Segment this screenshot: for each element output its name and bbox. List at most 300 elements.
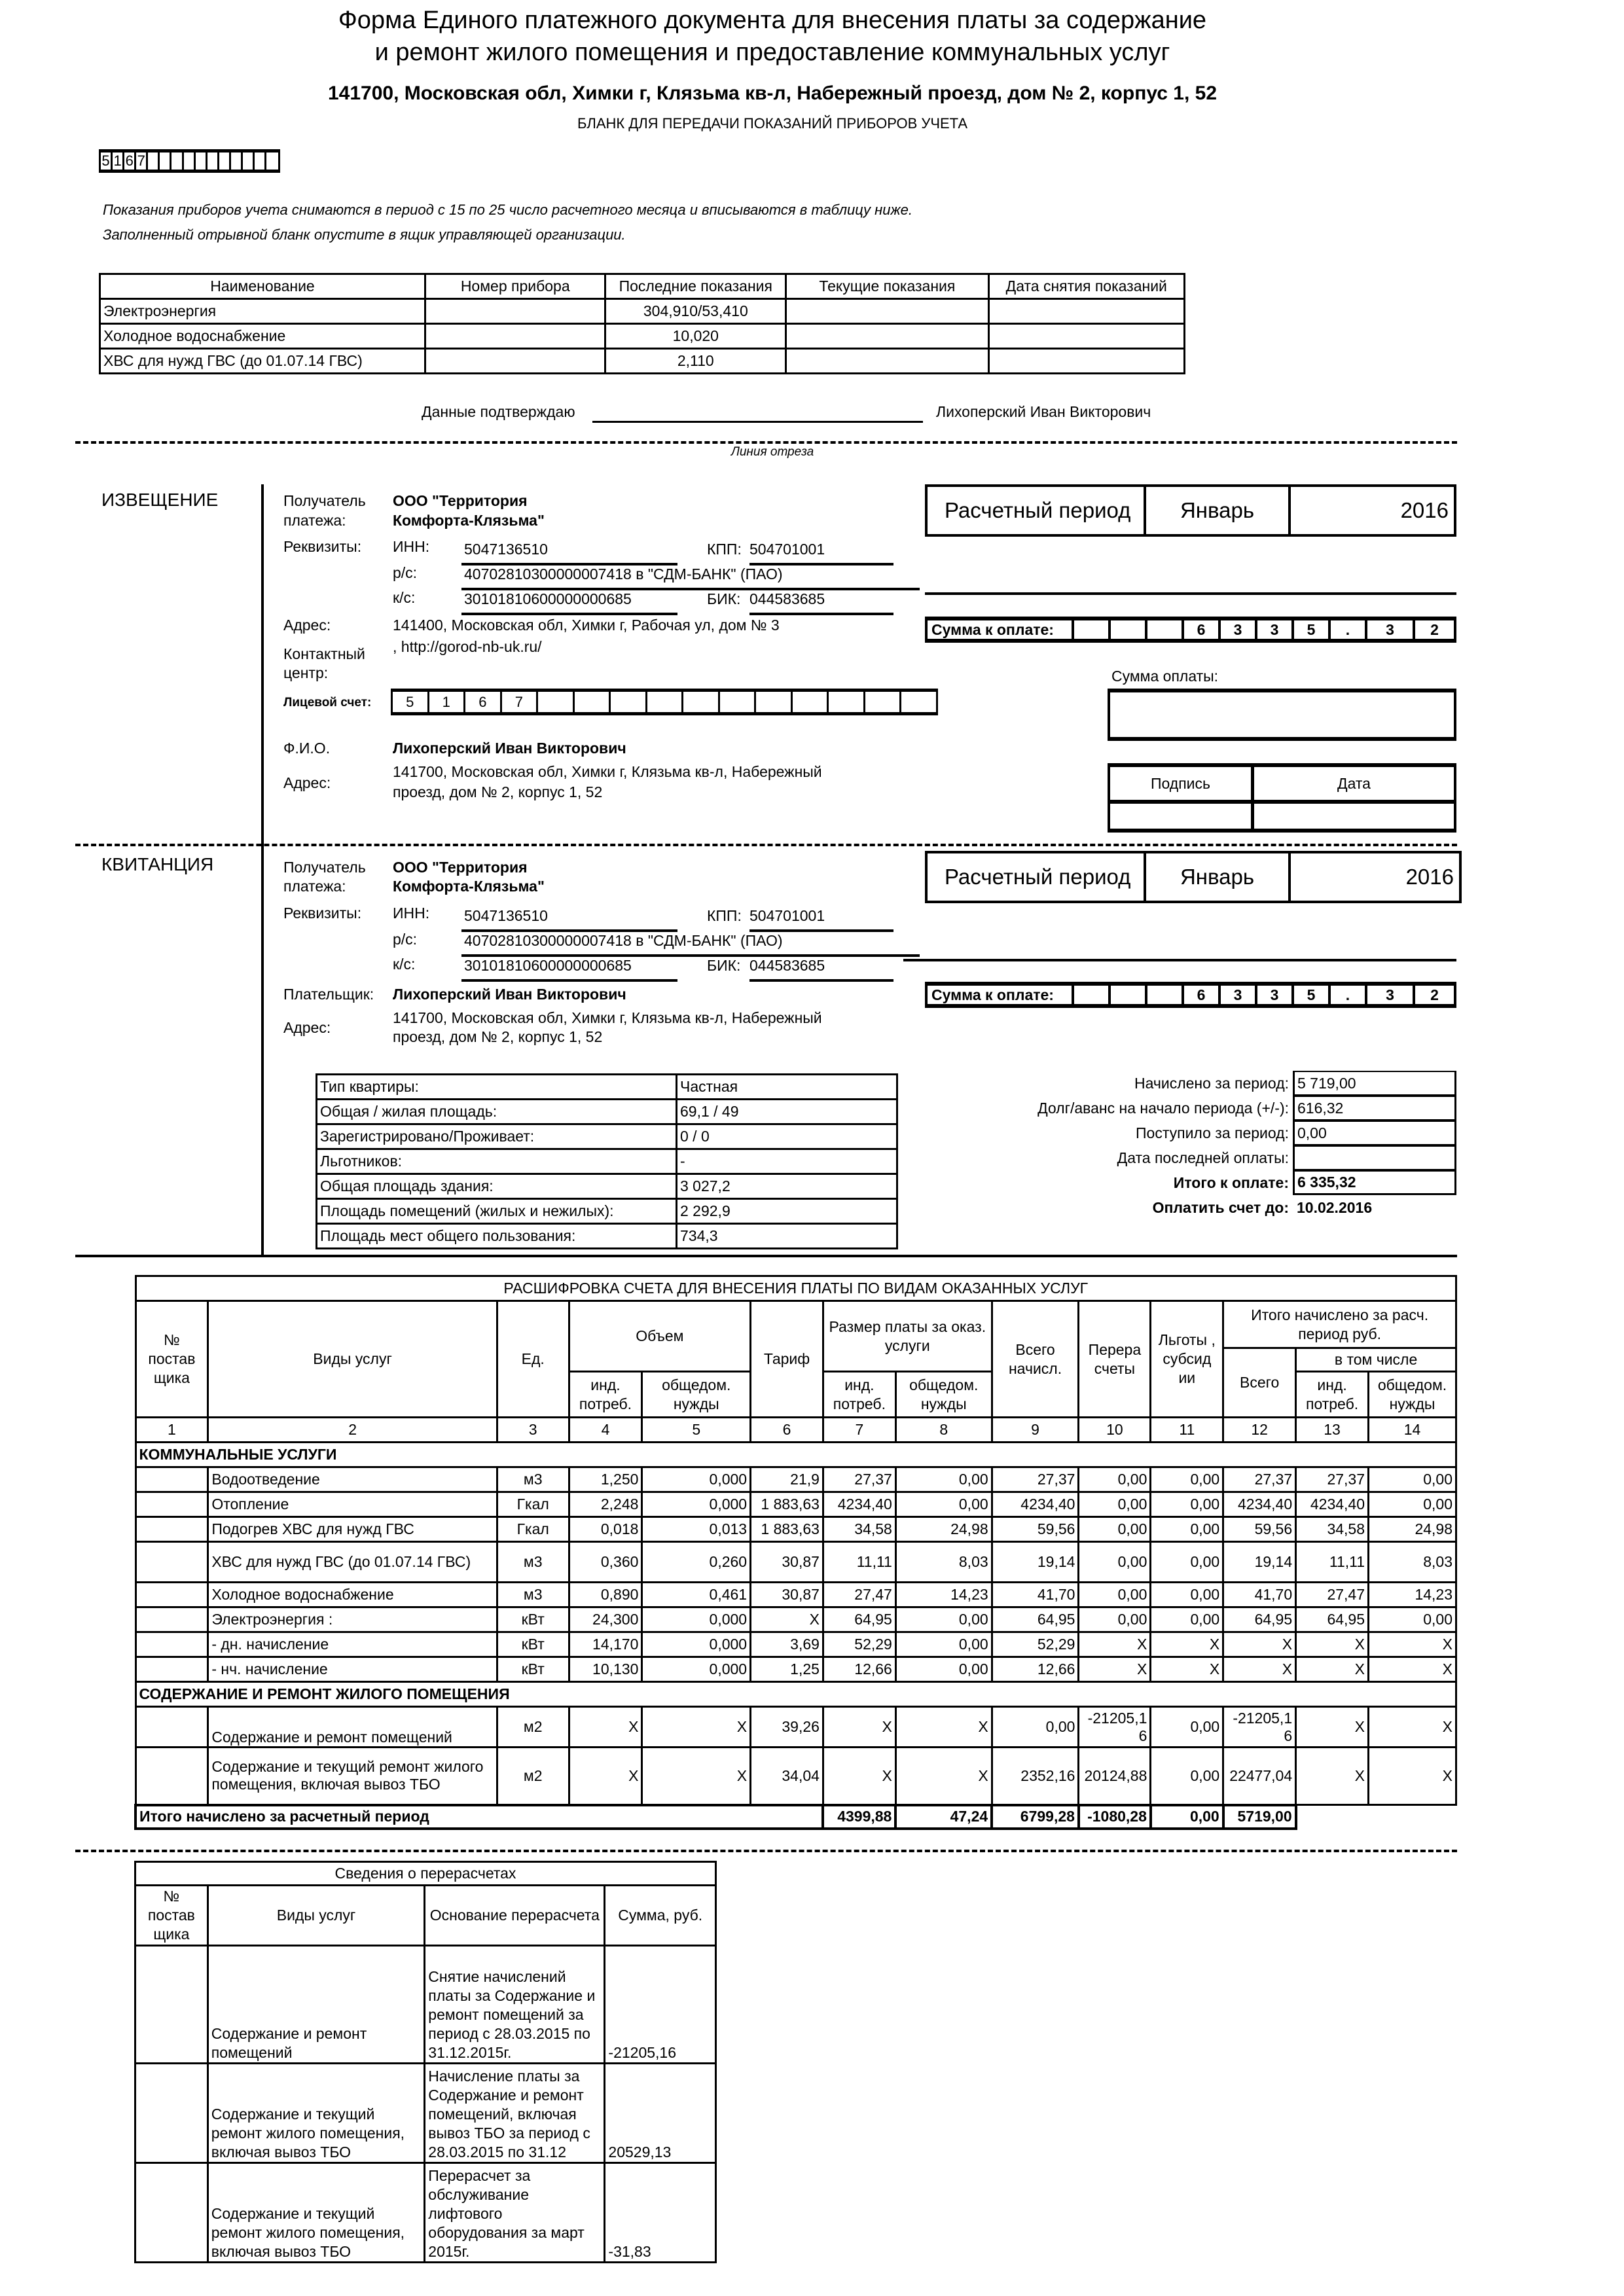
cell-supplier: [135, 1632, 208, 1657]
cell-amount: -21205,16: [605, 1946, 716, 2064]
period-label: Расчетный период: [928, 853, 1146, 901]
cell-pay-com: 0,00: [895, 1657, 992, 1682]
cell-vol-com: 0,000: [642, 1657, 751, 1682]
info-row: [317, 1174, 897, 1199]
account-digit: [219, 152, 231, 170]
cell-supplier: [135, 1707, 208, 1748]
cell-supplier: [135, 1517, 208, 1542]
account-digit: 1: [429, 692, 466, 712]
info-label: Общая / жилая площадь:: [317, 1100, 677, 1124]
table-row: [135, 1542, 1456, 1583]
meter-date-field[interactable]: [988, 299, 1184, 324]
cell-pay-ind: 4234,40: [823, 1492, 895, 1517]
account-digit: [160, 152, 171, 170]
table-row: [135, 1607, 1456, 1632]
cell-total: 64,95: [992, 1607, 1079, 1632]
cell-recalc: 0,00: [1079, 1607, 1151, 1632]
due-date-label: Оплатить счет до:: [1152, 1198, 1289, 1216]
col-number: 13: [1296, 1418, 1369, 1443]
account-digit: [171, 152, 183, 170]
receipt-amount-due-boxes: [925, 982, 1456, 1008]
info-value: 734,3: [677, 1224, 897, 1249]
bik-value: 044583685: [749, 957, 893, 982]
col-number: 1: [135, 1418, 208, 1443]
summary-label: Начислено за период:: [1134, 1074, 1289, 1092]
recipient-address: 141400, Московская обл, Химки г, Рабочая ул, дом № 3: [393, 617, 780, 634]
document-title-line-2: и ремонт жилого помещения и предоставление коммунальных услуг: [374, 39, 1170, 66]
cell-recalc: X: [1079, 1657, 1151, 1682]
due-date-value: 10.02.2016: [1297, 1198, 1373, 1216]
cell-sum: X: [1223, 1657, 1296, 1682]
recalc-row: [135, 2163, 716, 2263]
cell-sum: 19,14: [1223, 1542, 1296, 1583]
recalc-row: [135, 2064, 716, 2163]
amount-digit: 6: [1184, 986, 1221, 1004]
info-label: Льготников:: [317, 1149, 677, 1174]
summary-total-label: Итого к оплате:: [1173, 1174, 1289, 1191]
table-row: [135, 1492, 1456, 1517]
amount-digit: 3: [1367, 620, 1415, 639]
cell-recalc: 0,00: [1079, 1517, 1151, 1542]
confirm-label: Данные подтверждаю: [422, 403, 575, 420]
bik-label: БИК:: [707, 590, 741, 607]
cell-recalc: 20124,88: [1079, 1748, 1151, 1805]
cell-tariff: 1 883,63: [751, 1492, 823, 1517]
meter-number-field[interactable]: [425, 299, 605, 324]
cell-sum-ind: X: [1296, 1657, 1369, 1682]
cell-pay-ind: 64,95: [823, 1607, 895, 1632]
table-row: [135, 1657, 1456, 1682]
cell-unit: м2: [497, 1707, 569, 1748]
meter-current-reading-field[interactable]: [786, 349, 988, 374]
col-header-supplier: № постав щика: [135, 1886, 208, 1946]
cell-unit: кВт: [497, 1657, 569, 1682]
meter-last-reading: 2,110: [605, 349, 786, 374]
paid-amount-field[interactable]: [1108, 689, 1456, 741]
amount-digit: 3: [1257, 620, 1294, 639]
kpp-label: КПП:: [707, 907, 742, 924]
cell-reason: Начисление платы за Содержание и ремонт помещений, включая вывоз ТБО за период с 28.03.2015 по 31.12: [425, 2064, 605, 2163]
cell-service: Содержание и текущий ремонт жилого помещения, включая вывоз ТБО: [208, 1748, 497, 1805]
account-digit: [266, 152, 278, 170]
cell-supplier: [135, 2064, 208, 2163]
recipient-name: ООО "Территория: [393, 492, 528, 509]
cell-service: Содержание и ремонт помещений: [208, 1946, 425, 2064]
account-digit: 7: [136, 152, 148, 170]
cell-sum-com: 8,03: [1369, 1542, 1456, 1583]
cell-supplier: [135, 1467, 208, 1492]
cell-benefits: 0,00: [1151, 1748, 1223, 1805]
cell-unit: м3: [497, 1467, 569, 1492]
payer-address-label: Адрес:: [283, 1019, 331, 1036]
account-digit: 6: [465, 692, 502, 712]
account-digit: 1: [113, 152, 124, 170]
account-digit: 6: [124, 152, 136, 170]
period-month: Январь: [1146, 487, 1291, 534]
cell-sum-com: X: [1369, 1748, 1456, 1805]
personal-account-label: Лицевой счет:: [283, 696, 372, 709]
amount-digit: [1074, 986, 1111, 1004]
instruction-line-2: Заполненный отрывной бланк опустите в ящик управляющей организации.: [103, 226, 626, 243]
cell-vol-ind: 10,130: [569, 1657, 642, 1682]
fio-label: Ф.И.О.: [283, 740, 331, 757]
receipt-billing-period: [925, 851, 1462, 903]
cell-vol-com: X: [642, 1748, 751, 1805]
cell-vol-ind: 0,360: [569, 1542, 642, 1583]
account-digit: [255, 152, 266, 170]
payer-address-line-1: 141700, Московская обл, Химки г, Клязьма кв-л, Набережный: [393, 1009, 822, 1026]
account-digit: [148, 152, 160, 170]
cell-recalc: 0,00: [1079, 1492, 1151, 1517]
ks-value: 30101810600000000685: [461, 957, 677, 982]
requisites-label: Реквизиты:: [283, 538, 362, 555]
bik-value: 044583685: [749, 590, 893, 615]
meter-name: Электроэнергия: [100, 299, 425, 324]
payer-name: Лихоперский Иван Викторович: [393, 986, 626, 1003]
col-number: 9: [992, 1418, 1079, 1443]
cell-unit: Гкал: [497, 1517, 569, 1542]
cell-service: - дн. начисление: [208, 1632, 497, 1657]
contact-website-link[interactable]: , http://gorod-nb-uk.ru/: [393, 638, 542, 655]
col-header-payment-size: Размер платы за оказ. услуги: [823, 1301, 992, 1372]
cell-unit: кВт: [497, 1632, 569, 1657]
cell-sum-ind: 11,11: [1296, 1542, 1369, 1583]
summary-value: 5 719,00: [1293, 1071, 1456, 1096]
receipt-separator: [903, 959, 1456, 961]
property-address: 141700, Московская обл, Химки г, Клязьма кв-л, Набережный проезд, дом № 2, корпус 1, 52: [327, 82, 1217, 104]
cell-pay-ind: X: [823, 1748, 895, 1805]
col-header-service: Виды услуг: [208, 1301, 497, 1418]
cell-sum: 22477,04: [1223, 1748, 1296, 1805]
cell-unit: м3: [497, 1542, 569, 1583]
document-title-line-1: Форма Единого платежного документа для внесения платы за содержание: [338, 7, 1207, 34]
amount-digit: [1147, 620, 1184, 639]
cell-pay-com: 0,00: [895, 1467, 992, 1492]
info-label: Зарегистрировано/Проживает:: [317, 1124, 677, 1149]
cell-service: ХВС для нужд ГВС (до 01.07.14 ГВС): [208, 1542, 497, 1583]
col-header-vol-ind: инд. потреб.: [569, 1372, 642, 1418]
inn-value: 5047136510: [461, 907, 677, 932]
notice-billing-period: [925, 484, 1456, 537]
instruction-line-1: Показания приборов учета снимаются в период с 15 по 25 число расчетного месяца и вписываются в таблицу ниже.: [103, 202, 912, 218]
ks-label: к/с:: [393, 589, 416, 606]
meter-row: [100, 324, 1185, 349]
info-value: 2 292,9: [677, 1199, 897, 1224]
cell-tariff: 39,26: [751, 1707, 823, 1748]
cell-pay-com: 24,98: [895, 1517, 992, 1542]
cell-unit: Гкал: [497, 1492, 569, 1517]
meter-current-reading-field[interactable]: [786, 299, 988, 324]
recipient-label: Получатель: [283, 492, 366, 509]
cell-service: Отопление: [208, 1492, 497, 1517]
totals-total: 6799,28: [992, 1805, 1079, 1829]
col-header-supplier: № постав щика: [135, 1301, 208, 1418]
col-number: 8: [895, 1418, 992, 1443]
meter-row: [100, 299, 1185, 324]
col-header-sum-ind: инд. потреб.: [1296, 1372, 1369, 1418]
payer-address-label: Адрес:: [283, 774, 331, 791]
period-label: Расчетный период: [928, 487, 1146, 534]
cell-service: Подогрев ХВС для нужд ГВС: [208, 1517, 497, 1542]
confirm-name: Лихоперский Иван Викторович: [936, 403, 1151, 420]
cell-reason: Снятие начислений платы за Содержание и ремонт помещений за период с 28.03.2015 по 31.12.2015г.: [425, 1946, 605, 2064]
meter-last-reading: 304,910/53,410: [605, 299, 786, 324]
cell-sum-com: X: [1369, 1632, 1456, 1657]
cell-service: Содержание и текущий ремонт жилого помещения, включая вывоз ТБО: [208, 2163, 425, 2263]
inn-label: ИНН:: [393, 538, 430, 555]
cell-supplier: [135, 1542, 208, 1583]
recipient-label: платежа:: [283, 878, 346, 895]
cell-recalc: 0,00: [1079, 1542, 1151, 1583]
cell-sum-com: 0,00: [1369, 1467, 1456, 1492]
notice-section-label: ИЗВЕЩЕНИЕ: [101, 490, 219, 510]
col-header-benefits: Льготы , субсид ии: [1151, 1301, 1223, 1418]
table-row: [135, 1467, 1456, 1492]
cut-line-label: Линия отреза: [731, 445, 814, 459]
totals-label: Итого начислено за расчетный период: [135, 1805, 823, 1829]
cell-pay-com: X: [895, 1707, 992, 1748]
empty-cell: [1296, 1805, 1369, 1829]
cell-sum: 41,70: [1223, 1583, 1296, 1607]
inn-value: 5047136510: [461, 541, 677, 565]
col-header-recalc: Перера счеты: [1079, 1301, 1151, 1418]
cell-supplier: [135, 1657, 208, 1682]
account-digit: [575, 692, 611, 712]
rs-label: р/с:: [393, 931, 418, 948]
cell-tariff: 1 883,63: [751, 1517, 823, 1542]
account-digit: [901, 692, 936, 712]
cell-tariff: 3,69: [751, 1632, 823, 1657]
cell-sum-ind: 64,95: [1296, 1607, 1369, 1632]
payer-address-line-2: проезд, дом № 2, корпус 1, 52: [393, 783, 603, 800]
paid-amount-label: Сумма оплаты:: [1111, 668, 1219, 685]
cell-pay-com: 14,23: [895, 1583, 992, 1607]
recalculations-table: [134, 1861, 717, 2263]
amount-digit: 3: [1221, 620, 1257, 639]
cell-tariff: 34,04: [751, 1748, 823, 1805]
receipt-bottom-line: [75, 1255, 1457, 1257]
cell-benefits: X: [1151, 1657, 1223, 1682]
col-header-meter-number: Номер прибора: [425, 274, 605, 299]
cell-pay-ind: 12,66: [823, 1657, 895, 1682]
col-header-including: в том числе: [1296, 1348, 1456, 1372]
col-header-unit: Ед.: [497, 1301, 569, 1418]
cell-vol-com: 0,461: [642, 1583, 751, 1607]
amount-digit: 2: [1430, 620, 1439, 638]
col-number: 10: [1079, 1418, 1151, 1443]
cell-recalc: 0,00: [1079, 1467, 1151, 1492]
payer-address-line-1: 141700, Московская обл, Химки г, Клязьма кв-л, Набережный: [393, 763, 822, 780]
inn-label: ИНН:: [393, 905, 430, 922]
cell-pay-ind: 34,58: [823, 1517, 895, 1542]
cell-total: 59,56: [992, 1517, 1079, 1542]
cell-total: 12,66: [992, 1657, 1079, 1682]
period-year: 2016: [1405, 865, 1454, 889]
col-header-last-reading: Последние показания: [605, 274, 786, 299]
table-row: [135, 1632, 1456, 1657]
notice-amount-due-boxes: [925, 617, 1456, 643]
notice-receipt-cut-line: [75, 844, 1457, 846]
cell-recalc: -21205,16: [1079, 1707, 1151, 1748]
col-number: 5: [642, 1418, 751, 1443]
meter-number-field[interactable]: [425, 349, 605, 374]
signature-date-box: [1108, 763, 1456, 833]
breakdown-title: РАСШИФРОВКА СЧЕТА ДЛЯ ВНЕСЕНИЯ ПЛАТЫ ПО ВИДАМ ОКАЗАННЫХ УСЛУГ: [135, 1276, 1456, 1301]
cell-service: Содержание и текущий ремонт жилого помещения, включая вывоз ТБО: [208, 2064, 425, 2163]
account-digit: [611, 692, 647, 712]
cell-service: Холодное водоснабжение: [208, 1583, 497, 1607]
date-label: Дата: [1337, 774, 1371, 792]
col-header-period-total: Итого начислено за расч. период руб.: [1223, 1301, 1456, 1348]
cell-recalc: 0,00: [1079, 1583, 1151, 1607]
account-digit: [184, 152, 196, 170]
cell-amount: 20529,13: [605, 2064, 716, 2163]
recipient-name: Комфорта-Клязьма": [393, 878, 545, 895]
bik-label: БИК:: [707, 957, 741, 974]
requisites-label: Реквизиты:: [283, 905, 362, 922]
account-digit: 5: [101, 152, 113, 170]
summary-label: Поступило за период:: [1136, 1124, 1289, 1141]
amount-digit: [1074, 620, 1111, 639]
info-value: Частная: [677, 1075, 897, 1100]
account-digit: [720, 692, 757, 712]
col-header-tariff: Тариф: [751, 1301, 823, 1418]
cell-vol-com: 0,000: [642, 1492, 751, 1517]
col-number: 11: [1151, 1418, 1223, 1443]
col-header-total-charged: Всего начисл.: [992, 1301, 1079, 1418]
apartment-info-table: [316, 1073, 898, 1249]
summary-total-value: 6 335,32: [1293, 1170, 1456, 1195]
cell-sum: X: [1223, 1632, 1296, 1657]
cell-supplier: [135, 1583, 208, 1607]
date-field[interactable]: [1254, 804, 1454, 829]
rs-value: 40702810300000007418 в "СДМ-БАНК" (ПАО): [461, 932, 920, 957]
col-number: 4: [569, 1418, 642, 1443]
cell-pay-ind: 52,29: [823, 1632, 895, 1657]
account-digit: [793, 692, 829, 712]
totals-recalc: -1080,28: [1079, 1805, 1151, 1829]
notice-divider: [261, 484, 264, 844]
account-digit: [231, 152, 243, 170]
col-number: 3: [497, 1418, 569, 1443]
table-row: [135, 1517, 1456, 1542]
col-header-total: Всего: [1223, 1348, 1296, 1418]
cell-sum-ind: X: [1296, 1632, 1369, 1657]
table-row: [135, 1707, 1456, 1748]
cell-total: 52,29: [992, 1632, 1079, 1657]
col-number: 12: [1223, 1418, 1296, 1443]
cell-vol-com: 0,000: [642, 1632, 751, 1657]
account-digit: [829, 692, 865, 712]
recipient-name: ООО "Территория: [393, 859, 528, 876]
contact-label: центр:: [283, 664, 329, 681]
charges-summary: [965, 1071, 1456, 1220]
account-digit: [196, 152, 208, 170]
cell-sum-ind: X: [1296, 1748, 1369, 1805]
info-value: 3 027,2: [677, 1174, 897, 1199]
cell-vol-ind: 0,018: [569, 1517, 642, 1542]
account-digit: [647, 692, 684, 712]
col-header-pay-common: общедом. нужды: [895, 1372, 992, 1418]
cell-tariff: 21,9: [751, 1467, 823, 1492]
col-header-sum-common: общедом. нужды: [1369, 1372, 1456, 1418]
period-month: Январь: [1146, 853, 1291, 901]
meter-date-field[interactable]: [988, 349, 1184, 374]
info-row: [317, 1100, 897, 1124]
cell-pay-ind: X: [823, 1707, 895, 1748]
cell-total: 0,00: [992, 1707, 1079, 1748]
cell-total: 19,14: [992, 1542, 1079, 1583]
summary-label: Дата последней оплаты:: [1117, 1149, 1289, 1166]
cell-pay-ind: 27,37: [823, 1467, 895, 1492]
meter-number-field[interactable]: [425, 324, 605, 349]
meter-row: [100, 349, 1185, 374]
col-header-current-reading: Текущие показания: [786, 274, 988, 299]
totals-sum: 5719,00: [1223, 1805, 1296, 1829]
account-digit: [683, 692, 720, 712]
cell-amount: -31,83: [605, 2163, 716, 2263]
cell-supplier: [135, 1607, 208, 1632]
confirm-signature-line[interactable]: [592, 421, 923, 423]
cell-total: 4234,40: [992, 1492, 1079, 1517]
col-header-pay-ind: инд. потреб.: [823, 1372, 895, 1418]
account-digit: [756, 692, 793, 712]
meter-date-field[interactable]: [988, 324, 1184, 349]
cell-tariff: 30,87: [751, 1542, 823, 1583]
col-header-name: Наименование: [100, 274, 425, 299]
kpp-label: КПП:: [707, 541, 742, 558]
section-utilities: КОММУНАЛЬНЫЕ УСЛУГИ: [135, 1443, 1456, 1467]
meter-readings-table: [99, 273, 1185, 374]
cell-tariff: 1,25: [751, 1657, 823, 1682]
cell-benefits: X: [1151, 1632, 1223, 1657]
amount-digit: .: [1331, 620, 1367, 639]
account-digit: 5: [393, 692, 429, 712]
cell-vol-ind: 2,248: [569, 1492, 642, 1517]
summary-value: 0,00: [1293, 1121, 1456, 1145]
payer-address-line-2: проезд, дом № 2, корпус 1, 52: [393, 1028, 603, 1045]
recipient-label: Получатель: [283, 859, 366, 876]
cell-pay-ind: 11,11: [823, 1542, 895, 1583]
bottom-cut-line: [75, 1850, 1457, 1852]
cell-vol-com: 0,013: [642, 1517, 751, 1542]
cell-sum: 4234,40: [1223, 1492, 1296, 1517]
recipient-label: платежа:: [283, 512, 346, 529]
info-label: Тип квартиры:: [317, 1075, 677, 1100]
charges-breakdown-table: [134, 1275, 1457, 1830]
col-header-service: Виды услуг: [208, 1886, 425, 1946]
amount-digit: [1147, 986, 1184, 1004]
cell-pay-ind: 27,47: [823, 1583, 895, 1607]
summary-value: 616,32: [1293, 1096, 1456, 1121]
meter-current-reading-field[interactable]: [786, 324, 988, 349]
cell-unit: кВт: [497, 1607, 569, 1632]
cut-line: [75, 441, 1457, 444]
cell-supplier: [135, 1946, 208, 2064]
account-digit: [538, 692, 575, 712]
amount-digit: 5: [1294, 986, 1331, 1004]
kpp-value: 504701001: [749, 907, 893, 932]
signature-field[interactable]: [1110, 804, 1254, 829]
totals-pay-com: 47,24: [895, 1805, 992, 1829]
info-row: [317, 1149, 897, 1174]
amount-due-label: Сумма к оплате:: [928, 620, 1074, 639]
cell-pay-com: 0,00: [895, 1607, 992, 1632]
period-year: 2016: [1400, 498, 1449, 522]
amount-digit: 6: [1184, 620, 1221, 639]
payer-label: Плательщик:: [283, 986, 374, 1003]
account-digit: [243, 152, 255, 170]
